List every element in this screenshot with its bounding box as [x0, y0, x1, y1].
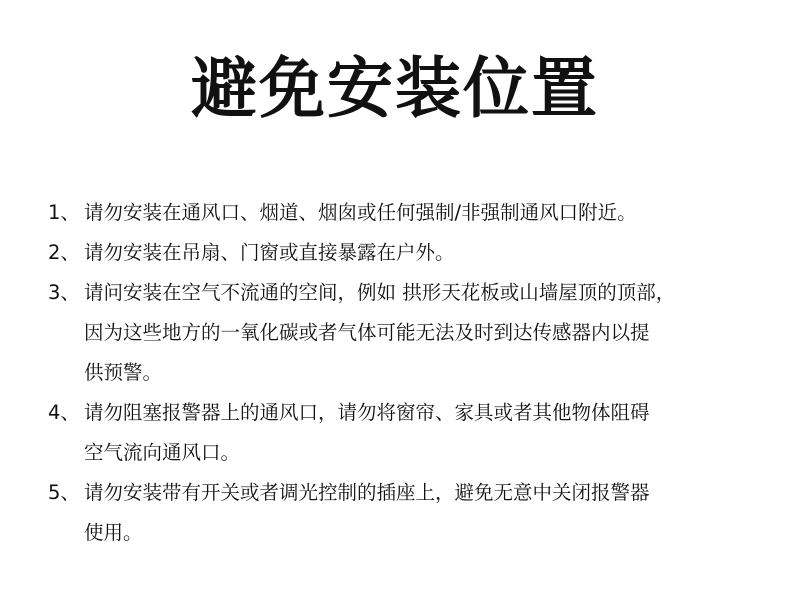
- item-number: 4、: [48, 401, 80, 424]
- item-text-line: 供预警。: [84, 361, 163, 384]
- item-text-line: 请勿安装带有开关或者调光控制的插座上，避免无意中关闭报警器: [84, 481, 650, 504]
- item-number: 3、: [48, 281, 80, 304]
- item-text-line: 空气流向通风口。: [84, 441, 241, 464]
- item-text-line: 因为这些地方的一氧化碳或者气体可能无法及时到达传感器内以提: [84, 321, 650, 344]
- item-text-line: 请勿安装在通风口、烟道、烟囱或任何强制/非强制通风口附近。: [84, 201, 637, 224]
- item-number: 1、: [48, 201, 80, 224]
- list-item-4: [48, 393, 778, 473]
- list-item-2: [48, 233, 778, 273]
- list-item-1: [48, 193, 778, 233]
- item-text-line: 请勿安装在吊扇、门窗或直接暴露在户外。: [84, 241, 455, 264]
- item-number: 2、: [48, 241, 80, 264]
- item-number: 5、: [48, 481, 80, 504]
- list-item-5: [48, 473, 778, 553]
- instruction-list: [48, 193, 778, 553]
- item-text-line: 请勿阻塞报警器上的通风口，请勿将窗帘、家具或者其他物体阻碍: [84, 401, 650, 424]
- item-text-line: 请问安装在空气不流通的空间，例如 拱形天花板或山墙屋顶的顶部，: [84, 281, 676, 304]
- page-title: 避免安装位置: [191, 50, 599, 127]
- list-item-3: [48, 273, 778, 393]
- item-text-line: 使用。: [84, 521, 143, 544]
